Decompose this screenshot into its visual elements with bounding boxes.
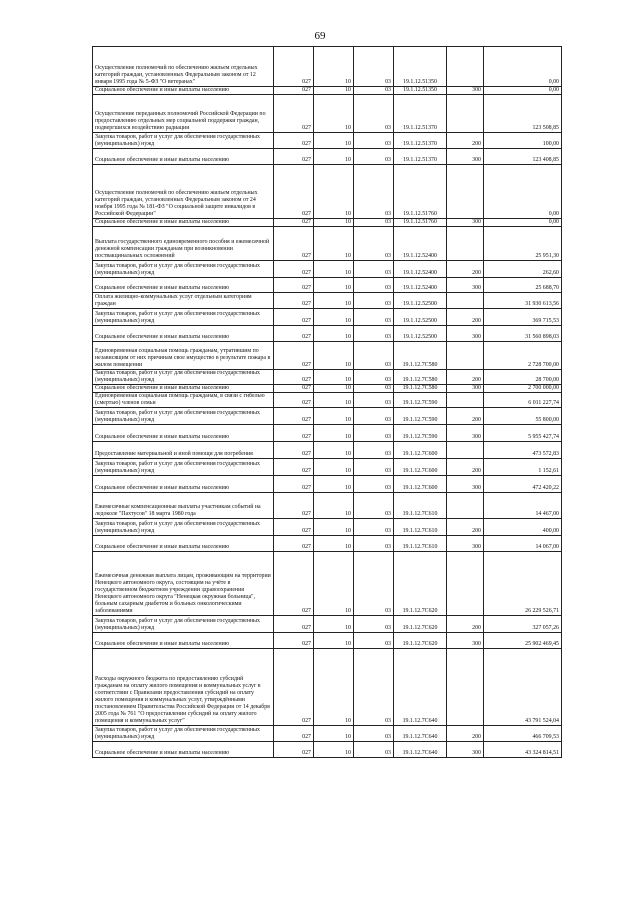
amount: 55 800,00 [484, 408, 562, 425]
table-row [93, 459, 562, 476]
expense-type-code [447, 293, 484, 309]
table-row [93, 165, 562, 219]
grbs-code: 027 [274, 165, 314, 219]
target-article-code: 19.1.12.52500 [394, 326, 447, 342]
row-description: Закупка товаров, работ и услуг для обеспечения государственных (муниципальных) нужд [93, 309, 274, 326]
grbs-code: 027 [274, 633, 314, 649]
target-article-code: 19.1.12.52500 [394, 293, 447, 309]
amount: 31 930 613,56 [484, 293, 562, 309]
amount: 466 709,53 [484, 726, 562, 742]
amount: 100,00 [484, 133, 562, 149]
section-code: 10 [314, 742, 354, 758]
amount: 2 700 000,00 [484, 385, 562, 393]
subsection-code: 03 [354, 536, 394, 552]
subsection-code: 03 [354, 633, 394, 649]
expense-type-code: 300 [447, 149, 484, 165]
subsection-code: 03 [354, 616, 394, 633]
target-article-code: 19.1.12.7С600 [394, 476, 447, 493]
section-code: 10 [314, 633, 354, 649]
subsection-code: 03 [354, 742, 394, 758]
amount: 0,00 [484, 87, 562, 95]
grbs-code: 027 [274, 649, 314, 726]
subsection-code: 03 [354, 370, 394, 385]
table-row [93, 95, 562, 133]
grbs-code: 027 [274, 47, 314, 87]
section-code: 10 [314, 278, 354, 293]
table-row [93, 633, 562, 649]
section-code: 10 [314, 309, 354, 326]
subsection-code: 03 [354, 342, 394, 370]
expense-type-code: 300 [447, 326, 484, 342]
row-description: Осуществление полномочий по обеспечению жильем отдельных категорий граждан, установленных Федеральным законом от 12 января 1995 года № 5-ФЗ "О ветеранах" [93, 47, 274, 87]
subsection-code: 03 [354, 293, 394, 309]
target-article-code: 19.1.12.7С640 [394, 742, 447, 758]
amount: 472 420,22 [484, 476, 562, 493]
amount: 43 324 814,51 [484, 742, 562, 758]
section-code: 10 [314, 293, 354, 309]
grbs-code: 027 [274, 293, 314, 309]
subsection-code: 03 [354, 425, 394, 442]
section-code: 10 [314, 442, 354, 459]
subsection-code: 03 [354, 47, 394, 87]
subsection-code: 03 [354, 326, 394, 342]
table-row [93, 309, 562, 326]
grbs-code: 027 [274, 726, 314, 742]
section-code: 10 [314, 616, 354, 633]
grbs-code: 027 [274, 476, 314, 493]
expense-type-code: 200 [447, 261, 484, 278]
expense-type-code: 300 [447, 425, 484, 442]
section-code: 10 [314, 726, 354, 742]
subsection-code: 03 [354, 493, 394, 519]
target-article-code: 19.1.12.7С640 [394, 649, 447, 726]
section-code: 10 [314, 219, 354, 227]
row-description: Социальное обеспечение и иные выплаты населению [93, 742, 274, 758]
expense-type-code [447, 165, 484, 219]
section-code: 10 [314, 393, 354, 408]
section-code: 10 [314, 493, 354, 519]
table-row [93, 425, 562, 442]
row-description: Закупка товаров, работ и услуг для обеспечения государственных (муниципальных) нужд [93, 726, 274, 742]
table-row [93, 742, 562, 758]
expense-type-code: 200 [447, 616, 484, 633]
grbs-code: 027 [274, 425, 314, 442]
table-row [93, 442, 562, 459]
amount: 0,00 [484, 165, 562, 219]
target-article-code: 19.1.12.7С590 [394, 425, 447, 442]
section-code: 10 [314, 459, 354, 476]
row-description: Осуществление полномочий по обеспечению жильем отдельных категорий граждан, установленных Федеральным законом от 24 ноября 1995 года № 181-ФЗ "О социальной защите инвалидов в Российской Федерации" [93, 165, 274, 219]
amount: 400,00 [484, 519, 562, 536]
grbs-code: 027 [274, 219, 314, 227]
subsection-code: 03 [354, 149, 394, 165]
table-row [93, 87, 562, 95]
expense-type-code: 300 [447, 633, 484, 649]
subsection-code: 03 [354, 278, 394, 293]
grbs-code: 027 [274, 309, 314, 326]
expense-type-code: 300 [447, 476, 484, 493]
expense-type-code: 300 [447, 536, 484, 552]
row-description: Осуществление переданных полномочий Российской Федерации по предоставлению отдельных мер социальной поддержки граждан, подвергшихся воздействию радиации [93, 95, 274, 133]
section-code: 10 [314, 261, 354, 278]
subsection-code: 03 [354, 87, 394, 95]
target-article-code: 19.1.12.7С610 [394, 493, 447, 519]
row-description: Социальное обеспечение и иные выплаты населению [93, 149, 274, 165]
amount: 123 408,85 [484, 149, 562, 165]
subsection-code: 03 [354, 385, 394, 393]
target-article-code: 19.1.12.51760 [394, 165, 447, 219]
grbs-code: 027 [274, 278, 314, 293]
row-description: Единовременная социальная помощь гражданам, в связи с гибелью (смертью) членов семьи [93, 393, 274, 408]
amount: 2 728 700,00 [484, 342, 562, 370]
amount: 6 011 227,74 [484, 393, 562, 408]
grbs-code: 027 [274, 459, 314, 476]
expense-type-code [447, 649, 484, 726]
grbs-code: 027 [274, 133, 314, 149]
expense-type-code: 200 [447, 133, 484, 149]
section-code: 10 [314, 649, 354, 726]
table-row [93, 726, 562, 742]
amount: 43 791 524,04 [484, 649, 562, 726]
table-row [93, 616, 562, 633]
grbs-code: 027 [274, 87, 314, 95]
section-code: 10 [314, 552, 354, 616]
grbs-code: 027 [274, 385, 314, 393]
amount: 25 902 469,45 [484, 633, 562, 649]
subsection-code: 03 [354, 408, 394, 425]
expense-type-code: 300 [447, 87, 484, 95]
row-description: Предоставление материальной и иной помощи для погребения [93, 442, 274, 459]
section-code: 10 [314, 87, 354, 95]
grbs-code: 027 [274, 342, 314, 370]
grbs-code: 027 [274, 552, 314, 616]
section-code: 10 [314, 47, 354, 87]
section-code: 10 [314, 385, 354, 393]
budget-table [92, 46, 562, 758]
row-description: Закупка товаров, работ и услуг для обеспечения государственных (муниципальных) нужд [93, 261, 274, 278]
target-article-code: 19.1.12.52400 [394, 261, 447, 278]
section-code: 10 [314, 425, 354, 442]
subsection-code: 03 [354, 476, 394, 493]
target-article-code: 19.1.12.52400 [394, 278, 447, 293]
target-article-code: 19.1.12.51370 [394, 133, 447, 149]
amount: 28 700,00 [484, 370, 562, 385]
target-article-code: 19.1.12.7С590 [394, 393, 447, 408]
row-description: Социальное обеспечение и иные выплаты населению [93, 278, 274, 293]
expense-type-code: 200 [447, 309, 484, 326]
row-description: Единовременная социальная помощь гражданам, утратившим по независящим от них причинам свое имущество в результате пожара в жилом помещении [93, 342, 274, 370]
grbs-code: 027 [274, 493, 314, 519]
amount: 0,00 [484, 47, 562, 87]
row-description: Социальное обеспечение и иные выплаты населению [93, 425, 274, 442]
grbs-code: 027 [274, 326, 314, 342]
target-article-code: 19.1.12.52400 [394, 227, 447, 261]
target-article-code: 19.1.12.7С600 [394, 442, 447, 459]
amount: 5 955 427,74 [484, 425, 562, 442]
subsection-code: 03 [354, 393, 394, 408]
target-article-code: 19.1.12.7С610 [394, 536, 447, 552]
row-description: Социальное обеспечение и иные выплаты населению [93, 385, 274, 393]
row-description: Закупка товаров, работ и услуг для обеспечения государственных (муниципальных) нужд [93, 133, 274, 149]
section-code: 10 [314, 149, 354, 165]
grbs-code: 027 [274, 536, 314, 552]
section-code: 10 [314, 326, 354, 342]
subsection-code: 03 [354, 442, 394, 459]
grbs-code: 027 [274, 408, 314, 425]
section-code: 10 [314, 519, 354, 536]
expense-type-code [447, 393, 484, 408]
expense-type-code [447, 442, 484, 459]
section-code: 10 [314, 370, 354, 385]
table-row [93, 342, 562, 370]
table-row [93, 393, 562, 408]
expense-type-code: 200 [447, 370, 484, 385]
amount: 26 229 526,71 [484, 552, 562, 616]
amount: 25 688,70 [484, 278, 562, 293]
table-row [93, 408, 562, 425]
row-description: Расходы окружного бюджета по предоставлению субсидий гражданам на оплату жилого помещения и коммунальных услуг в соответствии с Правилами предоставления субсидий на оплату жилого помещения и коммунальных услуг, утверждёнными постановлением Правительства Российской Федерации от 14 декабря 2005 года № 761 "О предоставлении субсидий на оплату жилого помещения и коммунальных услуг" [93, 649, 274, 726]
row-description: Социальное обеспечение и иные выплаты населению [93, 476, 274, 493]
table-row [93, 278, 562, 293]
target-article-code: 19.1.12.7С640 [394, 726, 447, 742]
grbs-code: 027 [274, 742, 314, 758]
page-number: 69 [314, 30, 326, 42]
target-article-code: 19.1.12.51370 [394, 149, 447, 165]
row-description: Оплата жилищно-коммунальных услуг отдельным категориям граждан [93, 293, 274, 309]
expense-type-code [447, 227, 484, 261]
grbs-code: 027 [274, 149, 314, 165]
target-article-code: 19.1.12.7С580 [394, 370, 447, 385]
table-row [93, 219, 562, 227]
amount: 369 715,53 [484, 309, 562, 326]
target-article-code: 19.1.12.7С620 [394, 633, 447, 649]
expense-type-code [447, 552, 484, 616]
target-article-code: 19.1.12.51760 [394, 219, 447, 227]
table-row [93, 227, 562, 261]
table-row [93, 47, 562, 87]
expense-type-code: 300 [447, 219, 484, 227]
section-code: 10 [314, 408, 354, 425]
amount: 262,60 [484, 261, 562, 278]
table-row [93, 519, 562, 536]
row-description: Закупка товаров, работ и услуг для обеспечения государственных (муниципальных) нужд [93, 370, 274, 385]
subsection-code: 03 [354, 227, 394, 261]
amount: 0,00 [484, 219, 562, 227]
expense-type-code [447, 95, 484, 133]
amount: 327 057,26 [484, 616, 562, 633]
table-row [93, 493, 562, 519]
target-article-code: 19.1.12.52500 [394, 309, 447, 326]
target-article-code: 19.1.12.51370 [394, 95, 447, 133]
expense-type-code: 200 [447, 519, 484, 536]
expense-type-code [447, 493, 484, 519]
grbs-code: 027 [274, 261, 314, 278]
amount: 25 951,30 [484, 227, 562, 261]
section-code: 10 [314, 536, 354, 552]
expense-type-code: 300 [447, 742, 484, 758]
subsection-code: 03 [354, 219, 394, 227]
table-row [93, 261, 562, 278]
table-row [93, 385, 562, 393]
subsection-code: 03 [354, 133, 394, 149]
amount: 31 560 898,03 [484, 326, 562, 342]
grbs-code: 027 [274, 95, 314, 133]
table-row [93, 552, 562, 616]
subsection-code: 03 [354, 165, 394, 219]
target-article-code: 19.1.12.7С590 [394, 408, 447, 425]
target-article-code: 19.1.12.7С610 [394, 519, 447, 536]
table-row [93, 133, 562, 149]
table-row [93, 326, 562, 342]
target-article-code: 19.1.12.7С600 [394, 459, 447, 476]
row-description: Закупка товаров, работ и услуг для обеспечения государственных (муниципальных) нужд [93, 616, 274, 633]
section-code: 10 [314, 227, 354, 261]
grbs-code: 027 [274, 393, 314, 408]
grbs-code: 027 [274, 616, 314, 633]
expense-type-code [447, 342, 484, 370]
amount: 14 467,00 [484, 493, 562, 519]
subsection-code: 03 [354, 261, 394, 278]
grbs-code: 027 [274, 370, 314, 385]
expense-type-code: 300 [447, 385, 484, 393]
row-description: Закупка товаров, работ и услуг для обеспечения государственных (муниципальных) нужд [93, 519, 274, 536]
table-row [93, 649, 562, 726]
expense-type-code [447, 47, 484, 87]
table-row [93, 536, 562, 552]
subsection-code: 03 [354, 519, 394, 536]
table-row [93, 370, 562, 385]
target-article-code: 19.1.12.7С580 [394, 385, 447, 393]
amount: 1 152,61 [484, 459, 562, 476]
grbs-code: 027 [274, 519, 314, 536]
target-article-code: 19.1.12.7С620 [394, 616, 447, 633]
row-description: Закупка товаров, работ и услуг для обеспечения государственных (муниципальных) нужд [93, 408, 274, 425]
table-body [93, 47, 562, 758]
table-row [93, 476, 562, 493]
target-article-code: 19.1.12.51350 [394, 47, 447, 87]
expense-type-code: 200 [447, 726, 484, 742]
subsection-code: 03 [354, 459, 394, 476]
section-code: 10 [314, 133, 354, 149]
row-description: Закупка товаров, работ и услуг для обеспечения государственных (муниципальных) нужд [93, 459, 274, 476]
table-row [93, 293, 562, 309]
section-code: 10 [314, 95, 354, 133]
row-description: Ежемесячные компенсационные выплаты участникам событий на ледоколе "Пахтусов" 18 марта 1980 года [93, 493, 274, 519]
row-description: Социальное обеспечение и иные выплаты населению [93, 219, 274, 227]
grbs-code: 027 [274, 227, 314, 261]
amount: 14 067,00 [484, 536, 562, 552]
row-description: Социальное обеспечение и иные выплаты населению [93, 326, 274, 342]
expense-type-code: 300 [447, 278, 484, 293]
row-description: Социальное обеспечение и иные выплаты населению [93, 633, 274, 649]
target-article-code: 19.1.12.7С620 [394, 552, 447, 616]
subsection-code: 03 [354, 309, 394, 326]
subsection-code: 03 [354, 726, 394, 742]
section-code: 10 [314, 342, 354, 370]
amount: 473 572,83 [484, 442, 562, 459]
subsection-code: 03 [354, 552, 394, 616]
row-description: Выплата государственного единовременного пособия и ежемесячной денежной компенсации гражданам при возникновении поствакцинальных осложнений [93, 227, 274, 261]
row-description: Социальное обеспечение и иные выплаты населению [93, 87, 274, 95]
expense-type-code: 200 [447, 408, 484, 425]
table-row [93, 149, 562, 165]
expense-type-code: 200 [447, 459, 484, 476]
subsection-code: 03 [354, 95, 394, 133]
subsection-code: 03 [354, 649, 394, 726]
grbs-code: 027 [274, 442, 314, 459]
row-description: Социальное обеспечение и иные выплаты населению [93, 536, 274, 552]
section-code: 10 [314, 476, 354, 493]
section-code: 10 [314, 165, 354, 219]
row-description: Ежемесячная денежная выплата лицам, проживающим на территории Ненецкого автономного округа, состоящим на учёте в государственном бюджетном учреждении здравоохранения Ненецкого автономного округа "Ненецкая окружная больница", больным сахарным диабетом и больных онкологическими заболеваниями [93, 552, 274, 616]
target-article-code: 19.1.12.51350 [394, 87, 447, 95]
amount: 123 508,85 [484, 95, 562, 133]
target-article-code: 19.1.12.7С580 [394, 342, 447, 370]
